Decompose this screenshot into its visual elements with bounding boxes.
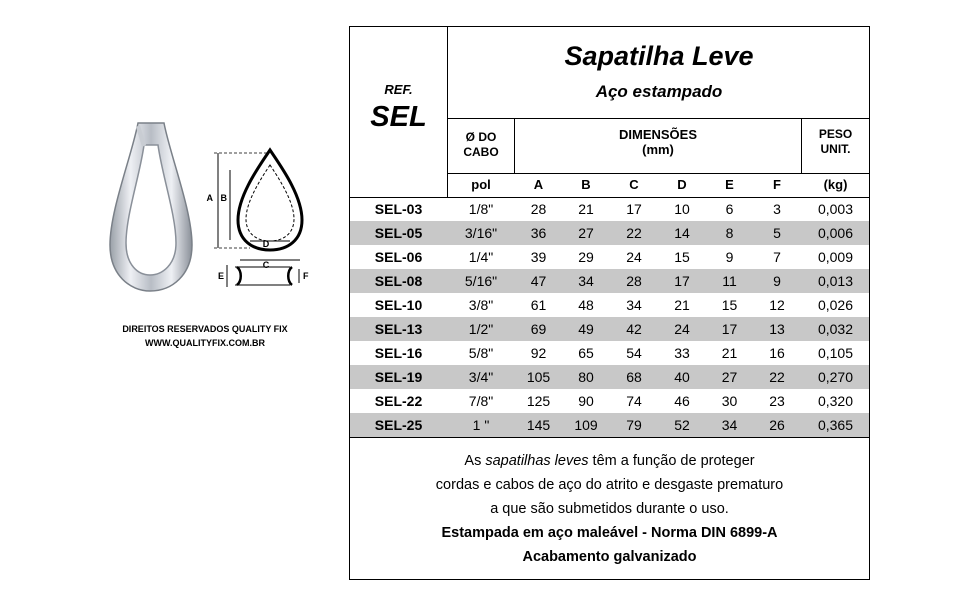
cell-c: 54 (626, 345, 642, 361)
product-table (349, 26, 870, 580)
cell-b: 21 (578, 201, 594, 217)
cell-ref: SEL-16 (374, 345, 423, 361)
cell-kg: 0,006 (817, 225, 854, 241)
cell-kg: 0,003 (817, 201, 854, 217)
cable-diameter-header (448, 130, 514, 160)
page-subtitle: Aço estampado (595, 82, 723, 101)
cell-ref: SEL-08 (374, 273, 423, 289)
table-row (350, 389, 869, 413)
cell-f: 22 (769, 369, 785, 385)
cell-pol: 1 " (472, 417, 490, 433)
cell-ref: SEL-25 (374, 417, 423, 433)
cell-c: 79 (626, 417, 642, 433)
cell-d: 15 (674, 249, 690, 265)
column-header-a: A (533, 177, 544, 192)
ref-code: SEL (370, 101, 427, 133)
description-text: As (464, 453, 486, 469)
cell-kg: 0,320 (817, 393, 854, 409)
cell-e: 11 (722, 273, 737, 289)
weight-header (802, 127, 869, 157)
cell-ref: SEL-03 (374, 201, 423, 217)
cell-b: 65 (578, 345, 594, 361)
thimble-photo (110, 123, 192, 291)
cell-f: 16 (769, 345, 785, 361)
cell-b: 49 (578, 321, 594, 337)
column-header-c: C (629, 177, 639, 192)
cell-ref: SEL-05 (374, 225, 423, 241)
divider (447, 118, 869, 119)
finish-spec: Acabamento galvanizado (522, 549, 697, 565)
cell-b: 90 (578, 393, 594, 409)
cell-d: 17 (674, 273, 690, 289)
cell-pol: 3/16" (464, 225, 498, 241)
website-line: WWW.QUALITYFIX.COM.BR (145, 338, 265, 348)
cell-a: 69 (530, 321, 547, 337)
dim-letter-a: A (206, 193, 213, 203)
cell-f: 13 (769, 321, 785, 337)
column-header-e: E (725, 177, 734, 192)
cell-kg: 0,026 (817, 297, 854, 313)
cell-c: 68 (626, 369, 642, 385)
cell-b: 80 (578, 369, 594, 385)
product-description (350, 449, 869, 569)
cell-a: 105 (526, 369, 551, 385)
cell-c: 24 (626, 249, 642, 265)
cell-b: 48 (578, 297, 594, 313)
copyright-notice (100, 322, 310, 350)
cell-e: 9 (725, 249, 734, 265)
table-row (350, 197, 869, 221)
cell-b: 27 (578, 225, 594, 241)
copyright-line: DIREITOS RESERVADOS QUALITY FIX (122, 324, 288, 334)
cell-ref: SEL-19 (374, 369, 423, 385)
cell-a: 125 (526, 393, 551, 409)
thimble-technical-drawing (214, 150, 302, 287)
cable-header-line: CABO (463, 145, 499, 159)
cell-kg: 0,270 (817, 369, 854, 385)
cell-d: 40 (674, 369, 690, 385)
weight-header-line: PESO (818, 127, 853, 141)
cell-e: 17 (721, 321, 738, 337)
cell-c: 74 (626, 393, 642, 409)
cable-header-line: Ø DO (465, 130, 497, 144)
dimensions-header (515, 127, 801, 157)
cell-e: 8 (725, 225, 734, 241)
cell-kg: 0,032 (817, 321, 854, 337)
column-header-d: D (677, 177, 687, 192)
dimensions-header-line: DIMENSÕES (618, 127, 697, 142)
cell-pol: 3/4" (468, 369, 494, 385)
product-illustration (100, 115, 310, 305)
description-line: a que são submetidos durante o uso. (490, 501, 729, 517)
dim-letter-f: F (303, 271, 309, 281)
column-header-kg: (kg) (823, 177, 848, 192)
cell-f: 23 (769, 393, 785, 409)
description-italic: sapatilhas leves (485, 453, 589, 469)
cell-pol: 1/8" (468, 201, 494, 217)
divider (350, 437, 869, 438)
cell-c: 42 (626, 321, 642, 337)
cell-pol: 5/8" (468, 345, 494, 361)
cell-e: 21 (721, 345, 738, 361)
cell-pol: 1/4" (468, 249, 494, 265)
cell-a: 39 (530, 249, 547, 265)
cell-ref: SEL-10 (374, 297, 423, 313)
cell-pol: 7/8" (468, 393, 494, 409)
table-row (350, 413, 869, 437)
cell-e: 27 (721, 369, 738, 385)
cell-c: 34 (626, 297, 642, 313)
cell-d: 10 (674, 201, 690, 217)
cell-f: 5 (773, 225, 781, 241)
description-line: cordas e cabos de aço do atrito e desgaste prematuro (435, 477, 784, 493)
cell-a: 47 (530, 273, 547, 289)
cell-a: 28 (530, 201, 547, 217)
cell-b: 109 (574, 417, 598, 433)
cell-kg: 0,013 (817, 273, 854, 289)
dim-letter-e: E (217, 271, 224, 281)
cell-e: 6 (725, 201, 734, 217)
cell-kg: 0,009 (817, 249, 854, 265)
dimensions-header-line: (mm) (642, 142, 674, 157)
cell-f: 9 (773, 273, 781, 289)
dim-letter-d: D (262, 239, 270, 249)
thimble-drawing (100, 115, 310, 305)
cell-d: 46 (674, 393, 690, 409)
table-row (350, 341, 869, 365)
cell-c: 28 (626, 273, 642, 289)
cell-ref: SEL-06 (374, 249, 423, 265)
cell-pol: 1/2" (468, 321, 494, 337)
cell-b: 29 (578, 249, 594, 265)
cell-ref: SEL-13 (374, 321, 423, 337)
page-title: Sapatilha Leve (564, 41, 754, 71)
table-row (350, 317, 869, 341)
cell-d: 52 (674, 417, 690, 433)
cell-pol: 5/16" (464, 273, 498, 289)
cell-a: 36 (530, 225, 547, 241)
cell-e: 15 (721, 297, 738, 313)
ref-label: REF. (384, 82, 413, 97)
column-header-b: B (581, 177, 591, 192)
cell-f: 3 (773, 201, 781, 217)
table-row (350, 293, 869, 317)
cell-ref: SEL-22 (374, 393, 423, 409)
cell-e: 30 (721, 393, 738, 409)
cell-pol: 3/8" (468, 297, 494, 313)
cell-d: 21 (674, 297, 690, 313)
cell-d: 14 (674, 225, 690, 241)
cell-kg: 0,365 (817, 417, 854, 433)
cell-e: 34 (721, 417, 738, 433)
column-header-pol: pol (471, 177, 491, 192)
table-row (350, 221, 869, 245)
cell-d: 24 (674, 321, 690, 337)
cell-f: 12 (769, 297, 785, 313)
cell-c: 17 (626, 201, 642, 217)
table-body (350, 197, 869, 437)
cell-f: 26 (769, 417, 785, 433)
table-row (350, 269, 869, 293)
table-row (350, 245, 869, 269)
description-text: têm a função de proteger (588, 453, 755, 469)
weight-header-line: UNIT. (820, 142, 851, 156)
cell-a: 145 (526, 417, 551, 433)
cell-kg: 0,105 (817, 345, 854, 361)
cell-b: 34 (578, 273, 594, 289)
dim-letter-b: B (220, 193, 227, 203)
material-spec: Estampada em aço maleável - Norma DIN 6899-A (441, 525, 778, 541)
cell-f: 7 (773, 249, 781, 265)
description-line (350, 449, 869, 473)
cell-a: 92 (530, 345, 547, 361)
cell-a: 61 (530, 297, 547, 313)
dim-letter-c: C (262, 260, 270, 270)
cell-c: 22 (626, 225, 642, 241)
column-header-f: F (773, 177, 781, 192)
table-row (350, 365, 869, 389)
cell-d: 33 (674, 345, 690, 361)
